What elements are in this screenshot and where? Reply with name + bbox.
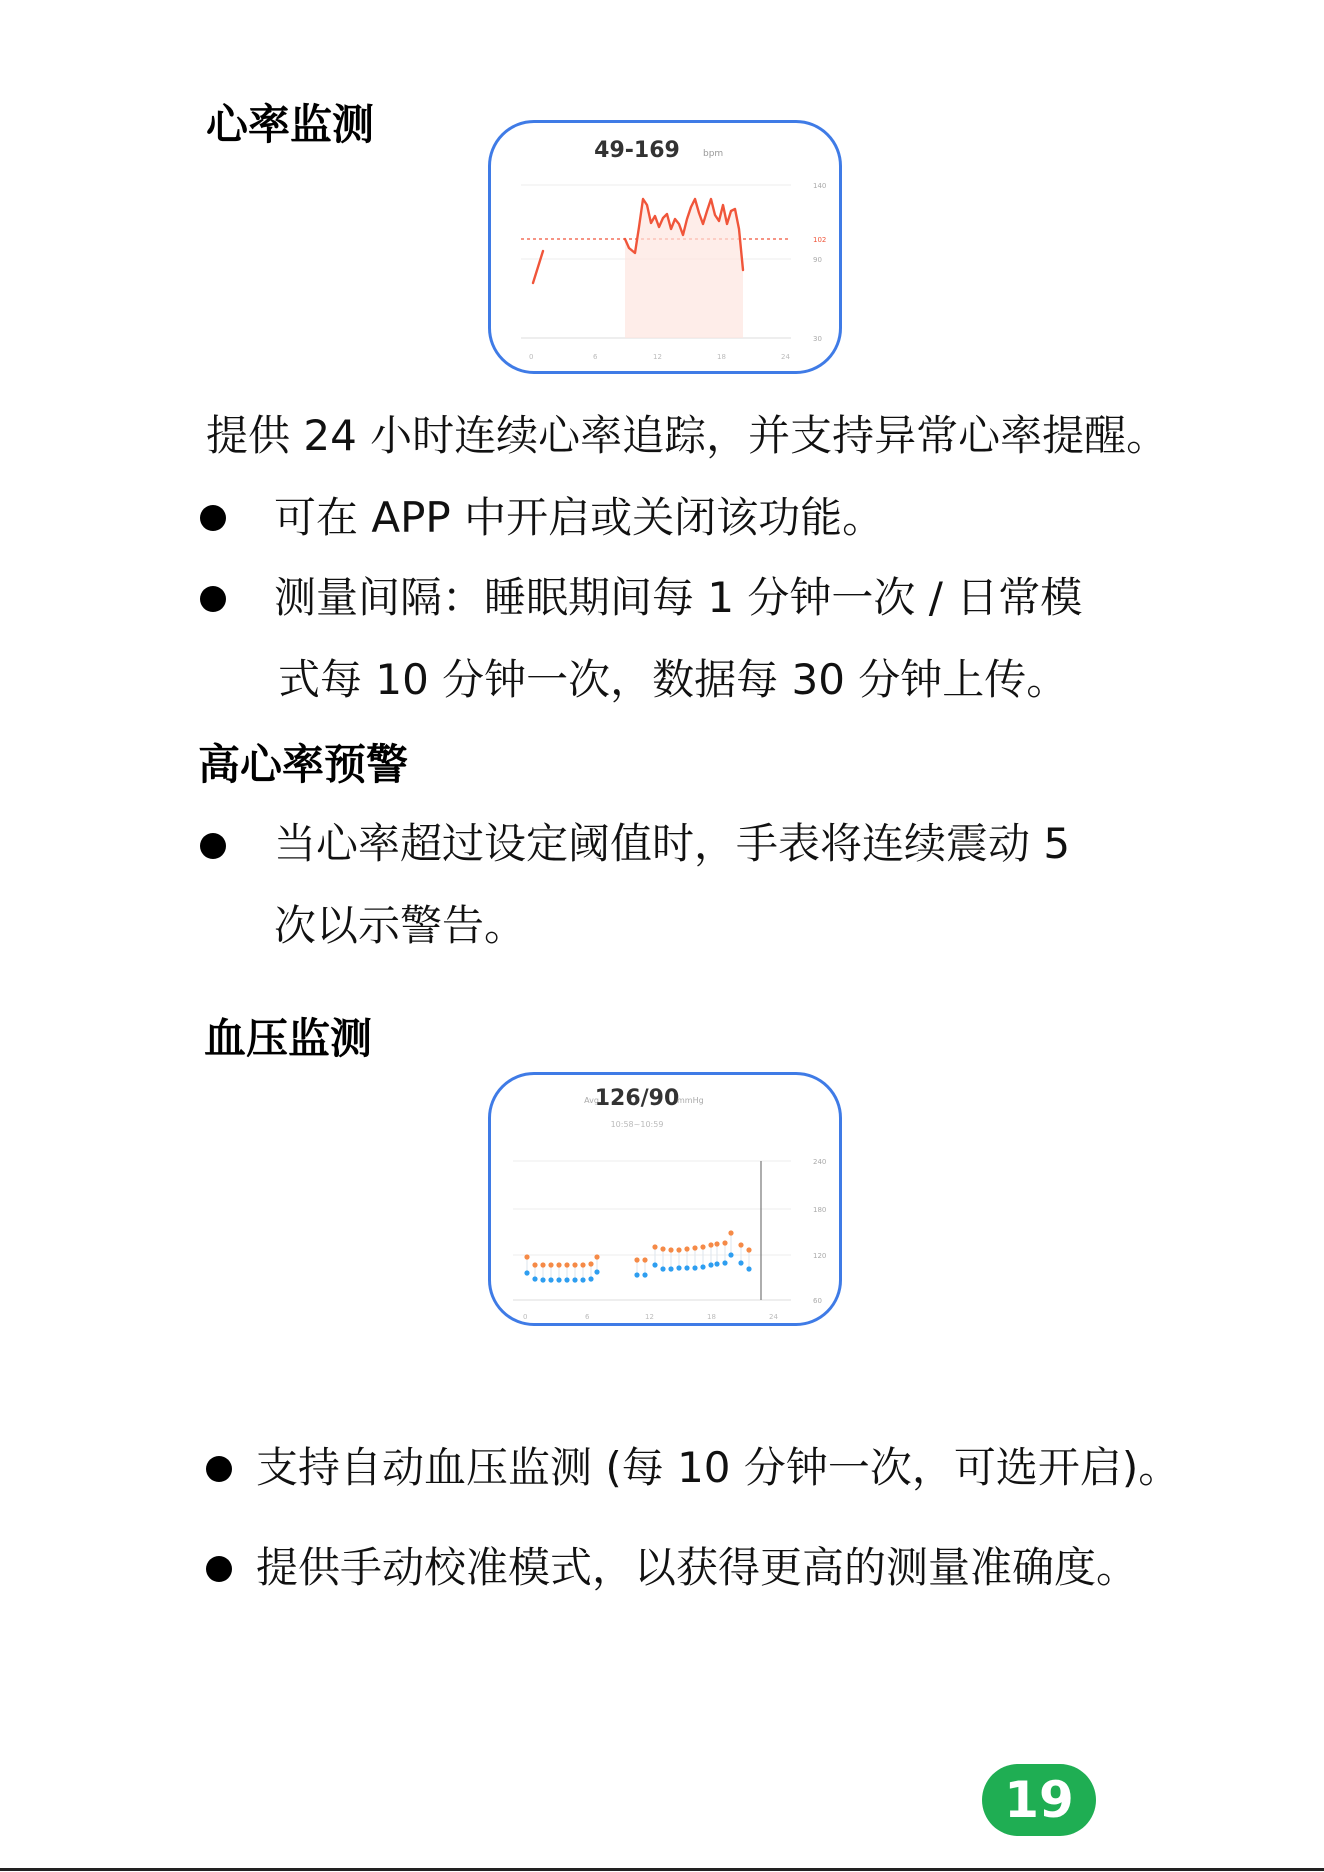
bp-x-tick-24: 24 <box>769 1313 778 1321</box>
bullet-dot <box>200 505 226 531</box>
hr-y-tick-140: 140 <box>813 182 827 190</box>
heart-rate-range: 49-169 <box>594 138 680 163</box>
hr-y-tick-90: 90 <box>813 256 822 264</box>
bp-value: 126/90 <box>594 1086 680 1111</box>
bullet-dot <box>206 1456 232 1482</box>
hr-y-tick-30: 30 <box>813 335 822 343</box>
bp-diastolic-point <box>714 1261 719 1266</box>
bp-systolic-point <box>564 1262 569 1267</box>
bp-diastolic-point <box>594 1269 599 1274</box>
bp-unit: mmHg <box>677 1096 704 1105</box>
bp-y-tick-120: 120 <box>813 1252 827 1260</box>
bp-diastolic-point <box>548 1277 553 1282</box>
bp-time-range: 10:58~10:59 <box>610 1120 664 1129</box>
heart-rate-bullet-2-cont: 式每 10 分钟一次，数据每 30 分钟上传。 <box>278 655 1069 704</box>
bp-diastolic-point <box>722 1260 727 1265</box>
bp-diastolic-point <box>676 1265 681 1270</box>
bp-y-tick-60: 60 <box>813 1297 822 1305</box>
hr-x-tick-24: 24 <box>781 353 790 361</box>
bp-systolic-point <box>700 1244 705 1249</box>
bp-systolic-point <box>548 1262 553 1267</box>
bp-systolic-point <box>714 1241 719 1246</box>
bp-diastolic-point <box>652 1262 657 1267</box>
hr-x-tick-18: 18 <box>717 353 726 361</box>
bp-systolic-point <box>524 1254 529 1259</box>
bp-diastolic-point <box>564 1277 569 1282</box>
page-number-badge: 19 <box>982 1764 1096 1836</box>
bp-y-tick-180: 180 <box>813 1206 827 1214</box>
bp-diastolic-point <box>708 1262 713 1267</box>
bp-diastolic-point <box>668 1266 673 1271</box>
heart-rate-unit: bpm <box>703 149 724 159</box>
bp-systolic-point <box>728 1230 733 1235</box>
blood-pressure-card <box>488 1072 842 1326</box>
bp-avg-label: Avg <box>584 1096 599 1105</box>
hr-x-tick-0: 0 <box>529 353 534 361</box>
bp-systolic-point <box>594 1254 599 1259</box>
bp-systolic-point <box>660 1246 665 1251</box>
bp-x-tick-18: 18 <box>707 1313 716 1321</box>
heart-rate-bullet-1: 可在 APP 中开启或关闭该功能。 <box>274 493 885 542</box>
bp-systolic-point <box>652 1244 657 1249</box>
bp-systolic-point <box>634 1257 639 1262</box>
bp-systolic-point <box>684 1246 689 1251</box>
bp-systolic-point <box>532 1262 537 1267</box>
bp-systolic-point <box>708 1242 713 1247</box>
bp-systolic-point <box>580 1262 585 1267</box>
bp-systolic-point <box>572 1262 577 1267</box>
high-hr-bullet-1: 当心率超过设定阈值时，手表将连续震动 5 <box>274 819 1071 868</box>
bp-diastolic-point <box>524 1270 529 1275</box>
bullet-dot <box>200 833 226 859</box>
high-hr-heading: 高心率预警 <box>198 740 409 789</box>
bp-systolic-point <box>746 1247 751 1252</box>
bp-diastolic-point <box>532 1276 537 1281</box>
bp-diastolic-point <box>588 1276 593 1281</box>
hr-y-tick-102: 102 <box>813 236 827 244</box>
bp-systolic-point <box>540 1262 545 1267</box>
bp-diastolic-point <box>556 1277 561 1282</box>
heart-rate-segment-1 <box>533 251 543 283</box>
blood-pressure-bullet-1: 支持自动血压监测 (每 10 分钟一次，可选开启)。 <box>256 1443 1181 1492</box>
heart-rate-heading: 心率监测 <box>206 100 375 149</box>
heart-rate-bullet-2: 测量间隔：睡眠期间每 1 分钟一次 / 日常模 <box>274 573 1083 622</box>
heart-rate-card <box>488 120 842 374</box>
bp-systolic-point <box>738 1242 743 1247</box>
bp-systolic-point <box>668 1247 673 1252</box>
bp-x-tick-6: 6 <box>585 1313 590 1321</box>
bp-diastolic-point <box>660 1266 665 1271</box>
bp-systolic-point <box>692 1245 697 1250</box>
bullet-dot <box>200 586 226 612</box>
bp-y-tick-240: 240 <box>813 1158 827 1166</box>
bp-systolic-point <box>722 1240 727 1245</box>
bp-diastolic-point <box>684 1265 689 1270</box>
bp-diastolic-point <box>738 1260 743 1265</box>
heart-rate-intro: 提供 24 小时连续心率追踪，并支持异常心率提醒。 <box>206 411 1169 460</box>
bp-diastolic-point <box>692 1265 697 1270</box>
bp-systolic-point <box>676 1247 681 1252</box>
bp-diastolic-point <box>700 1264 705 1269</box>
bp-diastolic-point <box>642 1272 647 1277</box>
bp-points <box>524 1230 751 1282</box>
bp-diastolic-point <box>634 1272 639 1277</box>
blood-pressure-bullet-2: 提供手动校准模式，以获得更高的测量准确度。 <box>256 1543 1139 1592</box>
bp-systolic-point <box>588 1261 593 1266</box>
blood-pressure-heading: 血压监测 <box>204 1014 373 1063</box>
bottom-rule <box>0 1868 1324 1871</box>
bp-diastolic-point <box>728 1252 733 1257</box>
high-hr-bullet-1-cont: 次以示警告。 <box>274 901 527 950</box>
bp-diastolic-point <box>746 1266 751 1271</box>
bullet-dot <box>206 1556 232 1582</box>
bp-x-tick-0: 0 <box>523 1313 528 1321</box>
hr-x-tick-6: 6 <box>593 353 598 361</box>
bp-diastolic-point <box>572 1277 577 1282</box>
bp-systolic-point <box>642 1257 647 1262</box>
bp-diastolic-point <box>580 1277 585 1282</box>
bp-systolic-point <box>556 1262 561 1267</box>
bp-x-tick-12: 12 <box>645 1313 654 1321</box>
bp-diastolic-point <box>540 1277 545 1282</box>
hr-x-tick-12: 12 <box>653 353 662 361</box>
